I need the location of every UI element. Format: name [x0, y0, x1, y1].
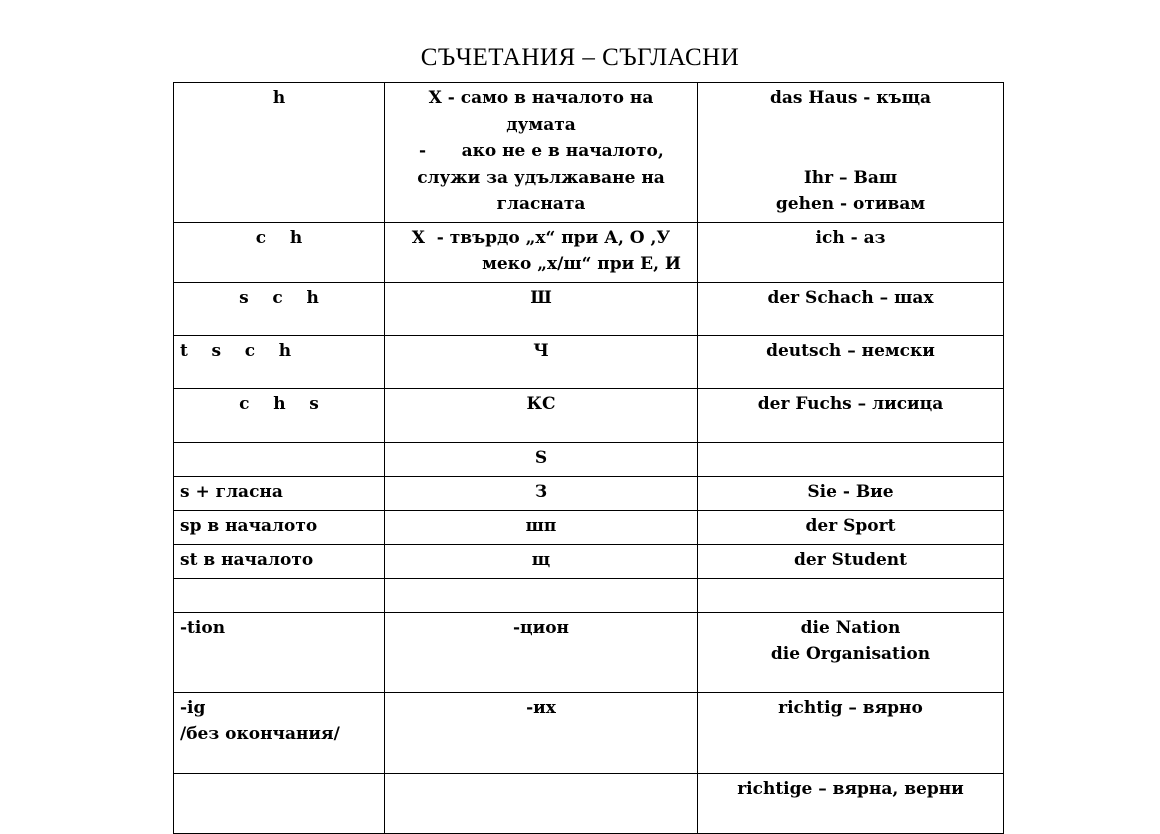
- combination-line: -ig: [180, 697, 206, 718]
- example-line-blank: [704, 112, 997, 139]
- pronunciation-cell: Ш: [385, 282, 698, 335]
- combination-cell: [174, 773, 385, 833]
- pronunciation-line: служи за удължаване на: [417, 167, 665, 188]
- example-cell: [698, 83, 1004, 223]
- combination-cell: [174, 692, 385, 773]
- example-cell: der Student: [698, 544, 1004, 578]
- pronunciation-line: меко „х/ш“ при Е, И: [482, 254, 681, 274]
- table-row: [174, 222, 1004, 282]
- pronunciation-line: гласната: [496, 194, 586, 214]
- example-cell: [698, 442, 1004, 476]
- pronunciation-cell: -цион: [385, 612, 698, 692]
- example-cell: [698, 222, 1004, 282]
- table-row: [174, 510, 1004, 544]
- example-line: die Nation: [800, 617, 901, 638]
- combination-cell: [174, 442, 385, 476]
- consonant-combinations-table: [173, 82, 1004, 834]
- table-row: [174, 335, 1004, 388]
- combination-cell: h: [174, 83, 385, 223]
- example-cell: Sie - Вие: [698, 476, 1004, 510]
- example-line-blank: [704, 138, 997, 165]
- pronunciation-cell: щ: [385, 544, 698, 578]
- example-cell: der Fuchs – лисица: [698, 388, 1004, 442]
- example-line: ich - аз: [815, 227, 886, 248]
- combination-cell: s c h: [174, 282, 385, 335]
- page-title: СЪЧЕТАНИЯ – СЪГЛАСНИ: [420, 44, 740, 71]
- combination-cell: st в началото: [174, 544, 385, 578]
- pronunciation-line: Х - твърдо „х“ при А, О ,У: [411, 227, 671, 248]
- pronunciation-cell: [385, 578, 698, 612]
- example-line: die Organisation: [770, 644, 931, 664]
- example-line: gehen - отивам: [775, 194, 926, 214]
- combination-cell: c h s: [174, 388, 385, 442]
- example-line: das Haus - къща: [769, 88, 932, 108]
- pronunciation-line: Х - само в началото на: [428, 88, 654, 108]
- combination-cell: sp в началото: [174, 510, 385, 544]
- example-cell: richtig – вярно: [698, 692, 1004, 773]
- table-row: [174, 442, 1004, 476]
- combination-line: /без окончания/: [180, 724, 340, 744]
- table-row: [174, 388, 1004, 442]
- pronunciation-cell: КС: [385, 388, 698, 442]
- pronunciation-cell: [385, 773, 698, 833]
- pronunciation-cell: S: [385, 442, 698, 476]
- example-cell: der Schach – шах: [698, 282, 1004, 335]
- example-cell: deutsch – немски: [698, 335, 1004, 388]
- combination-cell: -tion: [174, 612, 385, 692]
- pronunciation-cell: З: [385, 476, 698, 510]
- pronunciation-line: - ако не е в началото,: [419, 141, 664, 161]
- table-row: [174, 544, 1004, 578]
- combination-cell: t s c h: [174, 335, 385, 388]
- example-cell: der Sport: [698, 510, 1004, 544]
- table-row: [174, 612, 1004, 692]
- pronunciation-line: думата: [506, 114, 576, 135]
- table-row: [174, 83, 1004, 223]
- pronunciation-cell: [385, 83, 698, 223]
- combination-cell: c h: [174, 222, 385, 282]
- example-cell: richtige – вярна, верни: [698, 773, 1004, 833]
- combination-cell: [174, 578, 385, 612]
- table-row: [174, 773, 1004, 833]
- table-row: [174, 476, 1004, 510]
- pronunciation-cell: [385, 222, 698, 282]
- table-row: [174, 578, 1004, 612]
- example-cell: [698, 578, 1004, 612]
- consonant-combinations-table-wrapper: [173, 82, 1003, 799]
- example-cell: [698, 612, 1004, 692]
- pronunciation-cell: шп: [385, 510, 698, 544]
- table-row: [174, 692, 1004, 773]
- example-line: Ihr – Ваш: [803, 167, 898, 188]
- pronunciation-cell: -их: [385, 692, 698, 773]
- pronunciation-cell: Ч: [385, 335, 698, 388]
- combination-cell: s + гласна: [174, 476, 385, 510]
- table-row: [174, 282, 1004, 335]
